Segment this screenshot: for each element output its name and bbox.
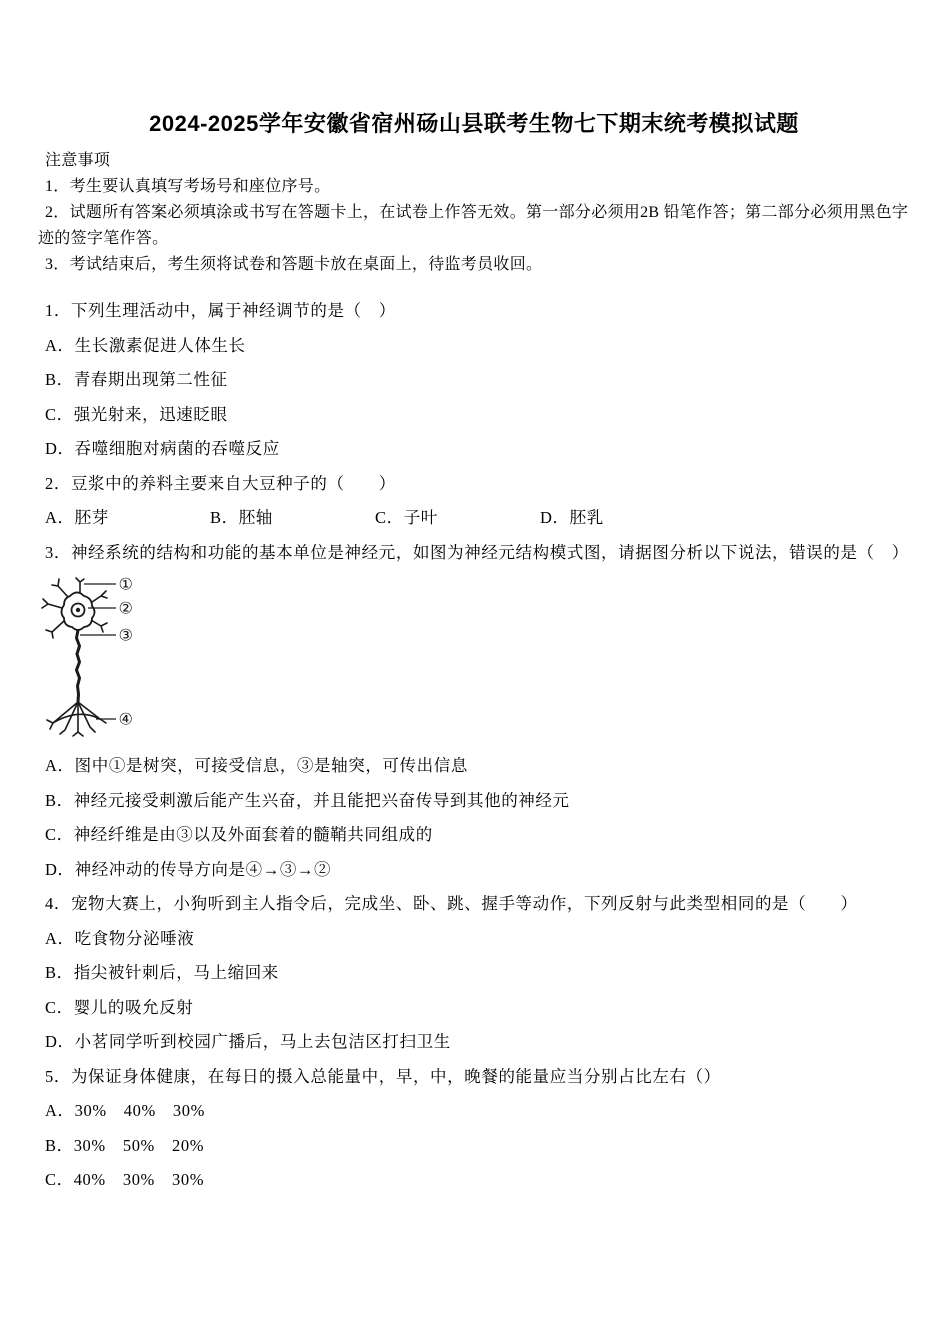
question-stem: [38, 467, 910, 502]
question-stem-text: 豆浆中的养料主要来自大豆种子的（ ）: [70, 473, 396, 493]
option-item: C．强光射来，迅速眨眼: [45, 404, 228, 424]
question-3: [38, 536, 910, 888]
question-stem-text: 下列生理活动中，属于神经调节的是（ ）: [70, 301, 396, 320]
option-item: D．胚乳: [540, 508, 604, 527]
option-item: A．吃食物分泌唾液: [45, 928, 195, 948]
option-item: D．小茗同学听到校园广播后，马上去包洁区打扫卫生: [45, 1032, 451, 1051]
neuron-axon: [77, 630, 80, 702]
figure-label-4: ④: [118, 709, 134, 729]
question-stem: [38, 294, 910, 329]
option-row: [38, 501, 910, 536]
option-item: B．青春期出现第二性征: [45, 370, 228, 389]
option-item: A．图中①是树突，可接受信息，③是轴突，可传出信息: [45, 756, 468, 775]
question-4: [38, 887, 910, 1060]
option-item: A．胚芽: [45, 508, 109, 527]
option-item: B．神经元接受刺激后能产生兴奋，并且能把兴奋传导到其他的神经元: [45, 790, 570, 810]
question-number: 4．: [45, 894, 71, 913]
figure-label-2: ②: [118, 598, 134, 618]
question-stem-text: 神经系统的结构和功能的基本单位是神经元，如图为神经元结构模式图，请据图分析以下说法，错误的是（ ）: [70, 542, 909, 562]
question-2: [38, 467, 910, 536]
question-stem: [38, 887, 910, 922]
notice-section: [38, 148, 910, 278]
neuron-diagram-svg: [40, 574, 180, 746]
option-item: C．婴儿的吸允反射: [45, 997, 194, 1017]
option-item: A．生长激素促进人体生长: [45, 335, 246, 355]
notice-item: 2．试题所有答案必须填涂或书写在答题卡上，在试卷上作答无效。第一部分必须用2B 铅笔作答；第二部分必须用黑色字迹的签字笔作答。: [38, 204, 909, 247]
option-item: A．30% 40% 30%: [45, 1101, 205, 1120]
question-number: 5．: [45, 1066, 71, 1086]
page-title: 2024-2025学年安徽省宿州砀山县联考生物七下期末统考模拟试题: [149, 111, 799, 136]
question-number: 2．: [45, 473, 71, 493]
figure-label-3: ③: [118, 625, 134, 645]
notice-item: 3．考试结束后，考生须将试卷和答题卡放在桌面上，待监考员收回。: [45, 256, 543, 273]
neuron-nucleolus: [76, 608, 80, 612]
figure-label-1: ①: [118, 574, 134, 594]
neuron-figure: [38, 574, 910, 746]
question-1: [38, 294, 910, 467]
question-stem: [38, 1060, 910, 1095]
option-item: B．指尖被针刺后，马上缩回来: [45, 963, 279, 982]
option-item: C．神经纤维是由③以及外面套着的髓鞘共同组成的: [45, 825, 433, 844]
option-item: B．胚轴: [210, 508, 273, 527]
option-item: D．吞噬细胞对病菌的吞噬反应: [45, 439, 280, 458]
question-stem-text: 宠物大赛上，小狗听到主人指令后，完成坐、卧、跳、握手等动作，下列反射与此类型相同的是（ ）: [70, 894, 858, 913]
question-stem: [38, 536, 910, 571]
option-item: C．40% 30% 30%: [45, 1170, 205, 1189]
option-item: D．神经冲动的传导方向是④→③→②: [45, 859, 332, 879]
notice-item: 1．考生要认真填写考场号和座位序号。: [45, 178, 331, 195]
notice-heading: 注意事项: [45, 152, 111, 169]
option-item: B．30% 50% 20%: [45, 1135, 205, 1155]
question-5: [38, 1060, 910, 1198]
question-number: 3．: [45, 542, 71, 562]
question-number: 1．: [45, 301, 71, 320]
option-item: C．子叶: [375, 508, 438, 527]
question-list: [38, 294, 910, 1198]
question-stem-text: 为保证身体健康，在每日的摄入总能量中，早，中，晚餐的能量应当分别占比左右（）: [70, 1066, 721, 1086]
